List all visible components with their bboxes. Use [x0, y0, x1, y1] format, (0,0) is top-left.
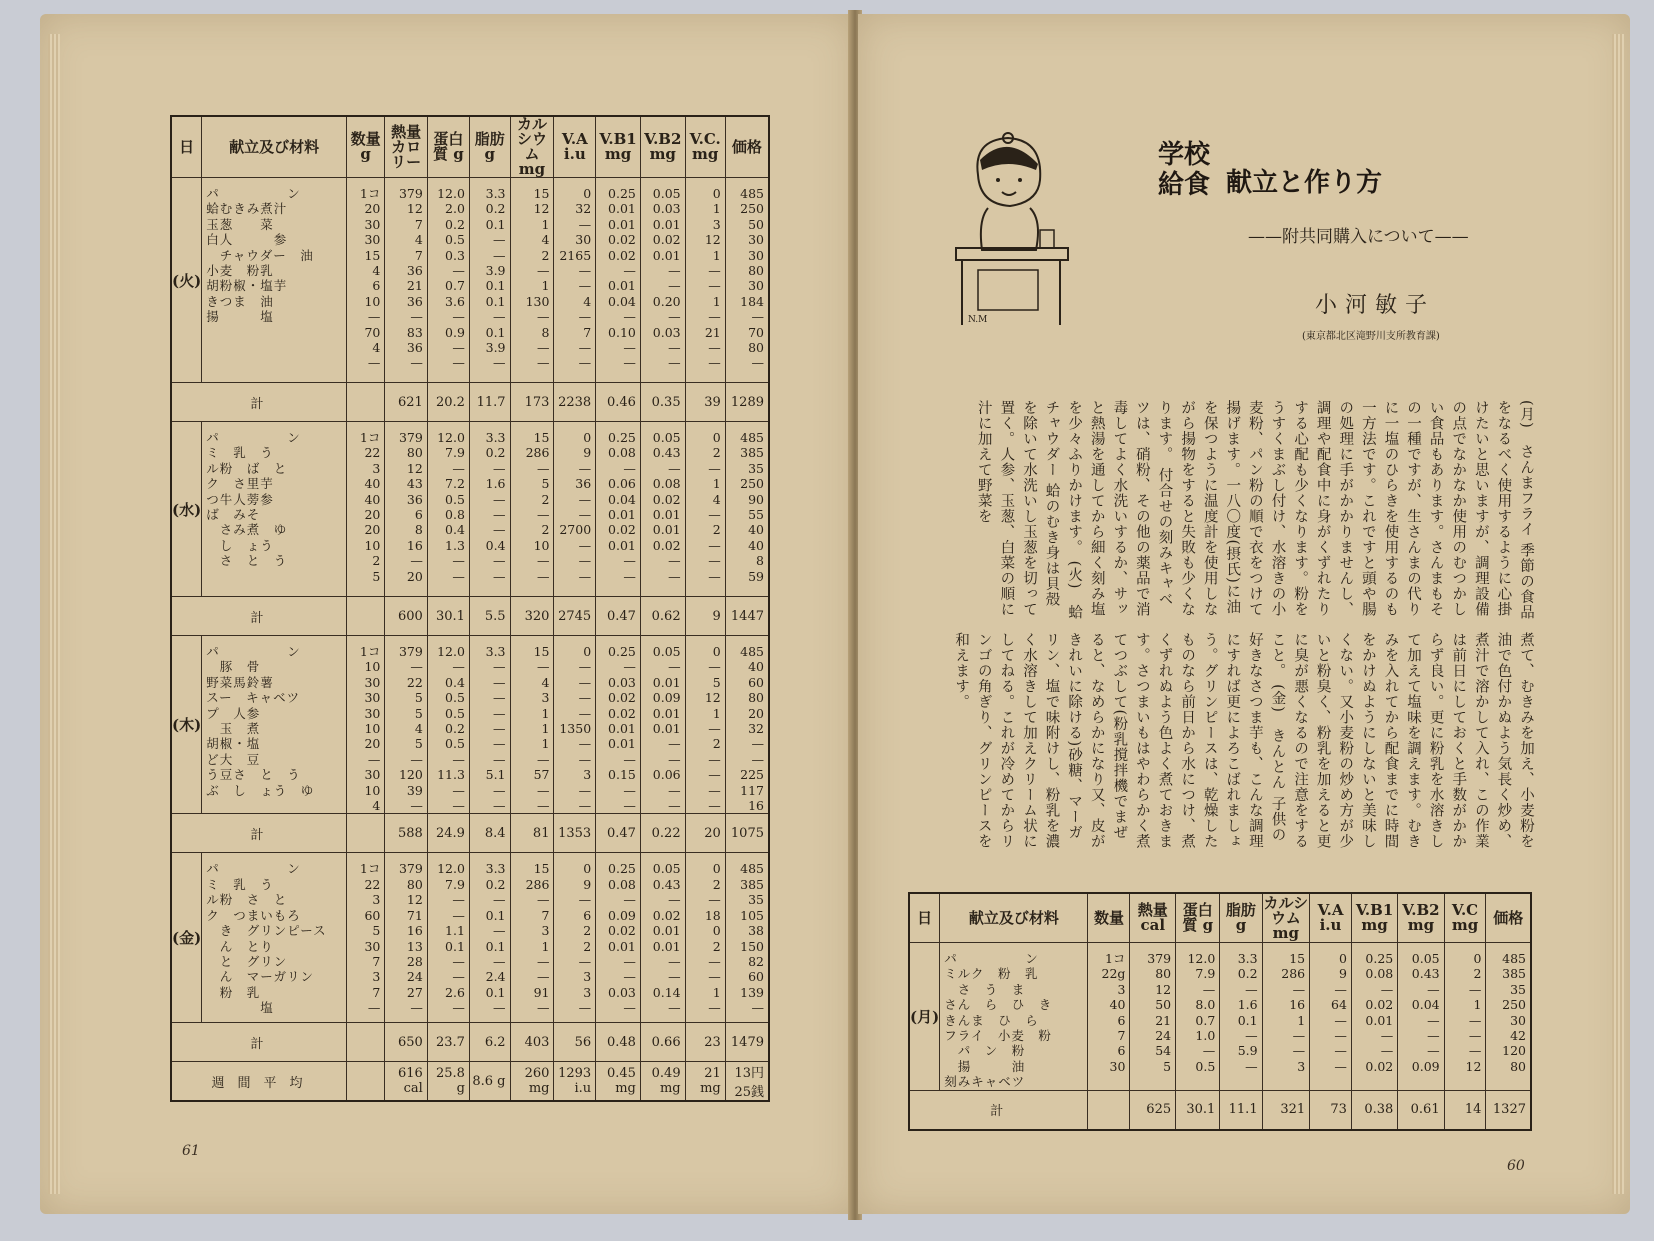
total-cell: 0.38 [1351, 1090, 1397, 1130]
header-cell: 蛋白質 g [427, 116, 469, 178]
total-cell: 8.4 [469, 814, 510, 853]
total-cell: 24.9 [427, 814, 469, 853]
nutrient-column: 3.3 — — — — — — — 5.1 — — [469, 636, 510, 814]
total-cell: 1479 [725, 1023, 769, 1062]
total-cell: 0.48 [596, 1023, 641, 1062]
total-cell: 23.7 [427, 1023, 469, 1062]
nutrient-column: 1コ 22g 3 40 6 7 6 30 [1088, 943, 1130, 1091]
total-cell: 30.1 [1176, 1090, 1220, 1130]
title-main: 献立と作り方 [1226, 168, 1383, 198]
total-cell: 計 [171, 814, 346, 853]
total-cell: 621 [385, 383, 427, 422]
total-row [909, 1090, 1531, 1130]
nutrient-column: 0 9 — 6 2 2 — 3 3 — [554, 853, 596, 1023]
ingredient-names: パ ン 豚 骨 野菜馬鈴薯 スー キャベツ プ 人参 玉 煮 胡椒・塩 ど大 豆 う豆さ と う ぶ し ょう ゆ [202, 636, 347, 814]
article-body-lower: 煮て、むきみを加え、小麦粉を油で色付かぬよう気長く炒め、煮汁で溶かして入れ、この作業は前日にしておくと手数がかからず良い。更に粉乳を水溶きして加えて塩味を調えます。むきみを入れてから配食までに時間をかけぬようにしないと美味しくない。又小麦粉の炒め方が少いと粉臭く、粉乳を加えると更に臭が悪くなるので注意をすること。 (金) きんとん 子供の好きなさつま芋も、こんな調理にすれば更によろこばれましょう。グリンピースは、乾燥したものなら前日から水につけ、煮くずれぬよう色よく煮ておきます。さつまいもはやわらかく煮てつぶして(粉乳撹拌機でまぜると、なめらかになり又、皮がきれいに除ける)砂糖、マーガリン、塩で味附けし、粉乳を濃く水溶きして加えクリーム状にしてねる。これが冷めてからリンゴの角ぎり、グリンピースを和えます。 [953, 632, 1534, 849]
table-header-row [171, 116, 769, 178]
article-title [1158, 140, 1383, 200]
total-cell: 0.47 [596, 814, 641, 853]
nutrient-column: 0 2 — 1 4 — 2 — — — [685, 422, 725, 597]
total-row [171, 1023, 769, 1062]
nutrient-column: 1コ 22 3 60 5 30 7 3 7 — [346, 853, 384, 1023]
monday-menu-table [908, 892, 1532, 1131]
nutrient-column: 0 1 3 12 1 — — 1 — 21 — — [685, 178, 725, 383]
total-cell: 588 [385, 814, 427, 853]
weekly-average-row [171, 1062, 769, 1102]
header-cell: V.C mg [1444, 893, 1486, 943]
day-label: (金) [171, 853, 202, 1023]
weekly-cell [346, 1062, 384, 1102]
total-cell: 11.7 [469, 383, 510, 422]
total-cell: 計 [171, 597, 346, 636]
nutrient-column: 485 250 50 30 30 80 30 184 — 70 80 — [725, 178, 769, 383]
nutrient-column: 3.3 0.2 — 1.6 0.1 — 5.9 — [1220, 943, 1262, 1091]
menu-day-row [171, 636, 769, 814]
total-cell: 20 [685, 814, 725, 853]
header-cell: V.A i.u [1310, 893, 1352, 943]
total-cell [346, 383, 384, 422]
header-cell: 価格 [1486, 893, 1531, 943]
weekly-cell: 616 cal [385, 1062, 427, 1102]
table-header-row [909, 893, 1531, 943]
page-edge [1612, 34, 1624, 1194]
total-row [171, 383, 769, 422]
total-cell: 320 [510, 597, 554, 636]
header-cell: 蛋白質 g [1176, 893, 1220, 943]
total-cell: 173 [510, 383, 554, 422]
nutrient-column: 15 286 — 7 3 1 — — 91 — [510, 853, 554, 1023]
total-cell [346, 814, 384, 853]
nutrient-column: 1コ 22 3 40 40 20 20 10 2 5 [346, 422, 384, 597]
total-cell: 321 [1262, 1090, 1310, 1130]
nutrient-column: 0 2 — 1 — — — 12 [1444, 943, 1486, 1091]
total-cell: 0.66 [640, 1023, 685, 1062]
total-cell: 11.1 [1220, 1090, 1262, 1130]
nutrient-column: 15 286 — 5 2 — 2 10 — — [510, 422, 554, 597]
header-cell: 脂肪 g [1220, 893, 1262, 943]
total-cell: 計 [171, 383, 346, 422]
nutrient-column: 0.05 0.03 0.01 0.02 0.01 — — 0.20 — 0.03 — — [640, 178, 685, 383]
total-cell: 1327 [1486, 1090, 1531, 1130]
header-cell: 熱量 cal [1130, 893, 1176, 943]
header-cell: V.B2 mg [1398, 893, 1444, 943]
nutrient-column: 12.0 7.9 — 8.0 0.7 1.0 — 0.5 [1176, 943, 1220, 1091]
header-cell: 献立及び材料 [202, 116, 347, 178]
nutrient-column: 0.25 0.08 — 0.09 0.02 0.01 — — 0.03 — [596, 853, 641, 1023]
weekly-cell: 8.6 g [469, 1062, 510, 1102]
title-prefix: 学校給食 [1158, 140, 1211, 200]
nutrient-column: 0 — — — — 1350 — — 3 — — [554, 636, 596, 814]
nutrient-column: 0.05 0.43 — 0.04 — — — 0.09 [1398, 943, 1444, 1091]
total-cell: 0.22 [640, 814, 685, 853]
day-label: (月) [909, 943, 940, 1091]
nutrient-column: 379 — 22 5 5 4 5 — 120 39 — [385, 636, 427, 814]
total-row [171, 814, 769, 853]
weekly-cell: 1293 i.u [554, 1062, 596, 1102]
page-number-left: 61 [182, 1143, 200, 1159]
total-cell: 計 [909, 1090, 1088, 1130]
nutrient-column: 485 40 60 80 20 32 — — 225 117 16 [725, 636, 769, 814]
header-cell: V.A i.u [554, 116, 596, 178]
nutrient-column: 0 9 — 64 — — — — [1310, 943, 1352, 1091]
total-cell: 625 [1130, 1090, 1176, 1130]
nutrient-column: 0 9 — 36 — — 2700 — — — [554, 422, 596, 597]
header-cell: V.C. mg [685, 116, 725, 178]
nutrient-column: 0.05 — 0.01 0.09 0.01 0.01 — — 0.06 — — [640, 636, 685, 814]
nutrient-column: 485 385 35 250 90 55 40 40 8 59 [725, 422, 769, 597]
total-cell: 1353 [554, 814, 596, 853]
header-cell: カルシウム mg [1263, 893, 1309, 942]
nutrient-column: 0 — 5 12 1 — 2 — — — — [685, 636, 725, 814]
total-cell: 0.46 [596, 383, 641, 422]
total-cell: 73 [1310, 1090, 1352, 1130]
day-label: (水) [171, 422, 202, 597]
nutrient-column: 379 80 12 43 36 6 8 16 — 20 [385, 422, 427, 597]
total-cell [346, 1023, 384, 1062]
total-cell: 0.61 [1398, 1090, 1444, 1130]
nutrient-column: 0.05 0.43 — 0.08 0.02 0.01 0.01 0.02 — — [640, 422, 685, 597]
header-cell: 献立及び材料 [940, 893, 1088, 943]
nutrient-column: 15 — 4 3 1 1 1 — 57 — — [510, 636, 554, 814]
illustration-signature: N.M [968, 315, 988, 325]
header-cell: カルシウム mg [510, 116, 554, 178]
day-label: (火) [171, 178, 202, 383]
total-cell: 2238 [554, 383, 596, 422]
nutrient-column: 0.25 0.01 0.01 0.02 0.02 — 0.01 0.04 — 0.10 — — [596, 178, 641, 383]
total-row [171, 597, 769, 636]
weekly-cell: 260 mg [510, 1062, 554, 1102]
nutrient-column: 12.0 7.9 — 7.2 0.5 0.8 0.4 1.3 — — [427, 422, 469, 597]
nutrient-column: 485 385 35 105 38 150 82 60 139 — [725, 853, 769, 1023]
ingredient-names: パ ン 蛤むきみ煮汁 玉葱 菜 白人 参 チャウダー 油 小麦 粉乳 胡粉椒・塩芋 きつま 油 揚 塩 [202, 178, 347, 383]
weekly-cell: 25.8 g [427, 1062, 469, 1102]
total-cell: 23 [685, 1023, 725, 1062]
header-cell: V.B2 mg [640, 116, 685, 178]
nutrient-column: 0 2 — 18 0 2 — — 1 — [685, 853, 725, 1023]
nutrient-column: 1コ 10 30 30 30 10 20 — 30 10 4 [346, 636, 384, 814]
nutrient-column: 0.25 0.08 — 0.02 0.01 — — 0.02 [1351, 943, 1397, 1091]
nutrient-column: 379 12 7 4 7 36 21 36 — 83 36 — [385, 178, 427, 383]
ingredient-names: パ ン ミ 乳 う ル粉 さ と ク つまいもろ き グリンピース ん とり と グリン ん マーガリン 粉 乳 塩 [202, 853, 347, 1023]
header-cell: 日 [171, 116, 202, 178]
weekly-cell: 13円25銭 [725, 1062, 769, 1102]
header-cell: 熱量 カロリー [385, 116, 427, 178]
header-cell: V.B1 mg [1351, 893, 1397, 943]
nutrient-column: 379 80 12 50 21 24 54 5 [1130, 943, 1176, 1091]
menu-day-row [171, 178, 769, 383]
weekly-cell: 0.49 mg [640, 1062, 685, 1102]
total-cell: 14 [1444, 1090, 1486, 1130]
nutrient-column: 0 32 — 30 2165 — — 4 — 7 — — [554, 178, 596, 383]
total-cell: 0.35 [640, 383, 685, 422]
total-cell: 20.2 [427, 383, 469, 422]
total-cell: 6.2 [469, 1023, 510, 1062]
header-cell: 価格 [725, 116, 769, 178]
total-cell [1088, 1090, 1130, 1130]
total-cell: 5.5 [469, 597, 510, 636]
nutrient-column: 3.3 0.2 0.1 — — 3.9 0.1 0.1 — 0.1 3.9 — [469, 178, 510, 383]
nutrient-column: 379 80 12 71 16 13 28 24 27 — [385, 853, 427, 1023]
header-cell: 数量 [1088, 893, 1130, 943]
total-cell: 56 [554, 1023, 596, 1062]
nutrient-column: 15 286 — 16 1 — — 3 [1262, 943, 1310, 1091]
nutrient-column: 3.3 0.2 — 0.1 — 0.1 — 2.4 0.1 — [469, 853, 510, 1023]
page-number-right: 60 [1507, 1158, 1525, 1174]
total-cell: 0.47 [596, 597, 641, 636]
article-body-upper: (月) さんまフライ 季節の食品をなるべく使用するように心掛けたいと思いますが、調理設備の点でなかなか使用のむつかしい食品もあります。さんまもその一種ですが、生さんまの代りに一塩のひらきを使用するのも一方法です。これですと頭や腸の処理に手がかかりませんし、調理や配食中に身がくずれたりする心配も少くなります。粉をうすくまぶし付け、水溶きの小麦粉、パン粉の順で衣をつけて揚げます。一八〇度(摂氏)に油を保つように温度計を使用しながら揚物をすると失敗も少くなります。 付合せの刻みキャベツは、硝粉、その他の薬品で消毒してよく水洗いするか、サッと熱湯を通してから細く刻み塩を少々ふりかけます。 (火) 蛤チャウダー 蛤のむき身は貝殻を除いて水洗いし玉葱を切って置く。人参、玉葱、白菜の順に汁に加えて野菜を [975, 400, 1534, 621]
nutrient-column: 0.05 0.43 — 0.02 0.01 0.01 — — 0.14 — [640, 853, 685, 1023]
nutrient-column: 0.25 — 0.03 0.02 0.02 0.01 0.01 — 0.15 — — [596, 636, 641, 814]
weekly-menu-table [170, 115, 770, 1102]
menu-day-row [909, 943, 1531, 1091]
menu-day-row [171, 422, 769, 597]
header-cell: 脂肪 g [469, 116, 510, 178]
total-cell: 9 [685, 597, 725, 636]
nutrient-column: 1コ 20 30 30 15 4 6 10 — 70 4 — [346, 178, 384, 383]
subtitle: ——附共同購入について—— [1248, 227, 1469, 247]
nutrient-column: 12.0 2.0 0.2 0.5 0.3 — 0.7 3.6 — 0.9 — — [427, 178, 469, 383]
author-affiliation: (東京都北区滝野川支所教育課) [1302, 331, 1440, 342]
header-cell: 数量 g [346, 116, 384, 178]
ingredient-names: パ ン ミルク 粉 乳 さ う ま さん ら ひ き きんま ひ ら フライ 小麦 粉 パ ン 粉 揚 油 刻みキャベツ [940, 943, 1088, 1091]
total-cell: 1447 [725, 597, 769, 636]
ingredient-names: パ ン ミ 乳 う ル粉 ば と ク さ里芋 つ牛人蒡参 ば みそ さみ煮 ゆ し ょう さ と う [202, 422, 347, 597]
header-cell: 日 [909, 893, 940, 943]
page-edge [48, 34, 60, 1194]
total-cell [346, 597, 384, 636]
total-cell: 650 [385, 1023, 427, 1062]
menu-day-row [171, 853, 769, 1023]
day-label: (木) [171, 636, 202, 814]
total-cell: 81 [510, 814, 554, 853]
nutrient-column: 0.25 0.08 — 0.06 0.04 0.01 0.02 0.01 — — [596, 422, 641, 597]
author-name: 小河敏子 [1315, 293, 1436, 318]
total-cell: 30.1 [427, 597, 469, 636]
total-cell: 0.62 [640, 597, 685, 636]
nutrient-column: 15 12 1 4 2 — 1 130 — 8 — — [510, 178, 554, 383]
header-cell: V.B1 mg [596, 116, 641, 178]
total-cell: 39 [685, 383, 725, 422]
nutrient-column: 12.0 7.9 — — 1.1 0.1 — — 2.6 — [427, 853, 469, 1023]
girl-illustration [948, 130, 1078, 330]
nutrient-column: 12.0 — 0.4 0.5 0.5 0.2 0.5 — 11.3 — — [427, 636, 469, 814]
weekly-cell: 0.45 mg [596, 1062, 641, 1102]
weekly-cell: 週 間 平 均 [171, 1062, 346, 1102]
weekly-cell: 21 mg [685, 1062, 725, 1102]
total-cell: 1075 [725, 814, 769, 853]
total-cell: 403 [510, 1023, 554, 1062]
total-cell: 計 [171, 1023, 346, 1062]
nutrient-column: 485 385 35 250 30 42 120 80 [1486, 943, 1531, 1091]
nutrient-column: 3.3 0.2 — 1.6 — — — 0.4 — — [469, 422, 510, 597]
total-cell: 600 [385, 597, 427, 636]
total-cell: 1289 [725, 383, 769, 422]
total-cell: 2745 [554, 597, 596, 636]
